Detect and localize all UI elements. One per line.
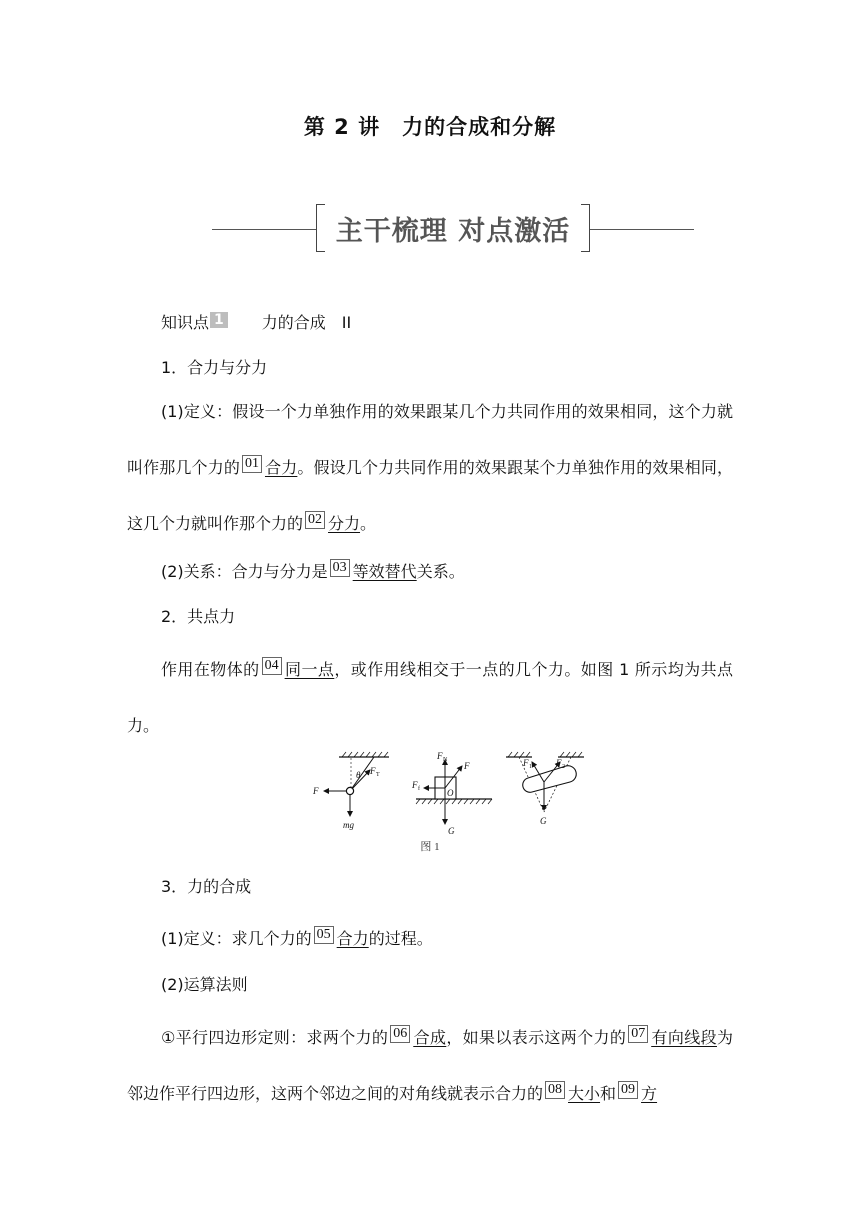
label-ff: F <box>412 780 418 790</box>
answer-number: 09 <box>618 1081 638 1099</box>
block-diagram <box>416 760 492 824</box>
label-ff-sub: f <box>418 786 420 792</box>
figure-caption: 图 1 <box>420 841 440 853</box>
answer-text: 合力 <box>264 458 298 477</box>
answer-text: 大小 <box>568 1084 601 1103</box>
answer-text: 合成 <box>413 1028 447 1047</box>
label-f2: F <box>556 758 562 768</box>
answer-number: 05 <box>314 926 334 944</box>
label-g-block: G <box>448 826 455 834</box>
label-f-left: F <box>313 786 319 796</box>
answer-number: 06 <box>390 1025 410 1043</box>
section-2-heading: 2．共点力 <box>161 607 236 626</box>
answer-number: 07 <box>628 1025 648 1043</box>
label-f2-sub: 2 <box>562 764 565 770</box>
section-3-parallelogram-rule: ①平行四边形定则：求两个力的 06 合成，如果以表示这两个力的 07 有向线段为邻边作平行四边形，这两个邻边之间的对角线就表示合力的 08 大小和 09 方 <box>127 1026 733 1103</box>
banner-text: 主干梳理 对点激活 <box>335 216 571 247</box>
knowledge-point-heading <box>161 311 351 335</box>
answer-text: 有向线段 <box>651 1028 717 1047</box>
knowledge-point-label: 知识点 <box>161 313 210 332</box>
label-ft-sub: T <box>376 772 380 778</box>
banner-bracket-left <box>316 204 325 252</box>
label-o: O <box>447 788 454 798</box>
label-f-block: F <box>464 761 470 771</box>
answer-number: 02 <box>305 511 325 529</box>
answer-number: 04 <box>262 657 282 675</box>
section-3-rule-heading: (2)运算法则 <box>161 975 248 994</box>
knowledge-point-title: 力的合成 II <box>261 313 352 332</box>
answer-number: 08 <box>545 1081 565 1099</box>
label-fn-sub: N <box>443 757 448 763</box>
answer-number: 01 <box>242 455 262 473</box>
label-f1: F <box>523 758 529 768</box>
answer-text: 等效替代 <box>352 562 417 581</box>
banner-bracket-right <box>581 204 590 252</box>
section-3-heading: 3．力的合成 <box>161 877 252 896</box>
banner-line-left <box>212 229 316 230</box>
section-2-text: 作用在物体的 04 同一点，或作用线相交于一点的几个力。如图 1 所示均为共点力。 <box>127 658 733 735</box>
section-1-relation: (2)关系：合力与分力是 03 等效替代关系。 <box>161 560 465 581</box>
label-fn: F <box>437 751 443 761</box>
section-1-definition: (1)定义：假设一个力单独作用的效果跟某几个力共同作用的效果相同，这个力就叫作那几个力的 01 合力。假设几个力共同作用的效果跟某个力单独作用的效果相同，这几个力就叫作那个力的 02 分力。 <box>127 402 733 533</box>
pendulum-diagram <box>324 752 389 816</box>
answer-text: 分力 <box>328 514 361 533</box>
banner-line-right <box>590 229 694 230</box>
answer-text: 同一点 <box>284 660 335 679</box>
label-g-bar: G <box>540 816 547 826</box>
label-ft: F <box>370 766 376 776</box>
answer-text: 方 <box>641 1084 658 1103</box>
section-banner <box>212 200 694 256</box>
label-mg: mg <box>343 820 354 830</box>
suspended-bar-diagram <box>506 752 584 812</box>
answer-number: 03 <box>330 559 350 577</box>
section-1-heading: 1．合力与分力 <box>161 358 268 377</box>
answer-text: 合力 <box>336 929 369 948</box>
page-title: 第 2 讲 力的合成和分解 <box>303 115 557 139</box>
section-3-definition: (1)定义：求几个力的 05 合力的过程。 <box>161 927 433 948</box>
figure-1-diagram <box>306 748 596 834</box>
label-f1-sub: 1 <box>529 764 532 770</box>
knowledge-point-badge: 1 <box>210 312 228 328</box>
label-theta: θ <box>356 770 361 780</box>
